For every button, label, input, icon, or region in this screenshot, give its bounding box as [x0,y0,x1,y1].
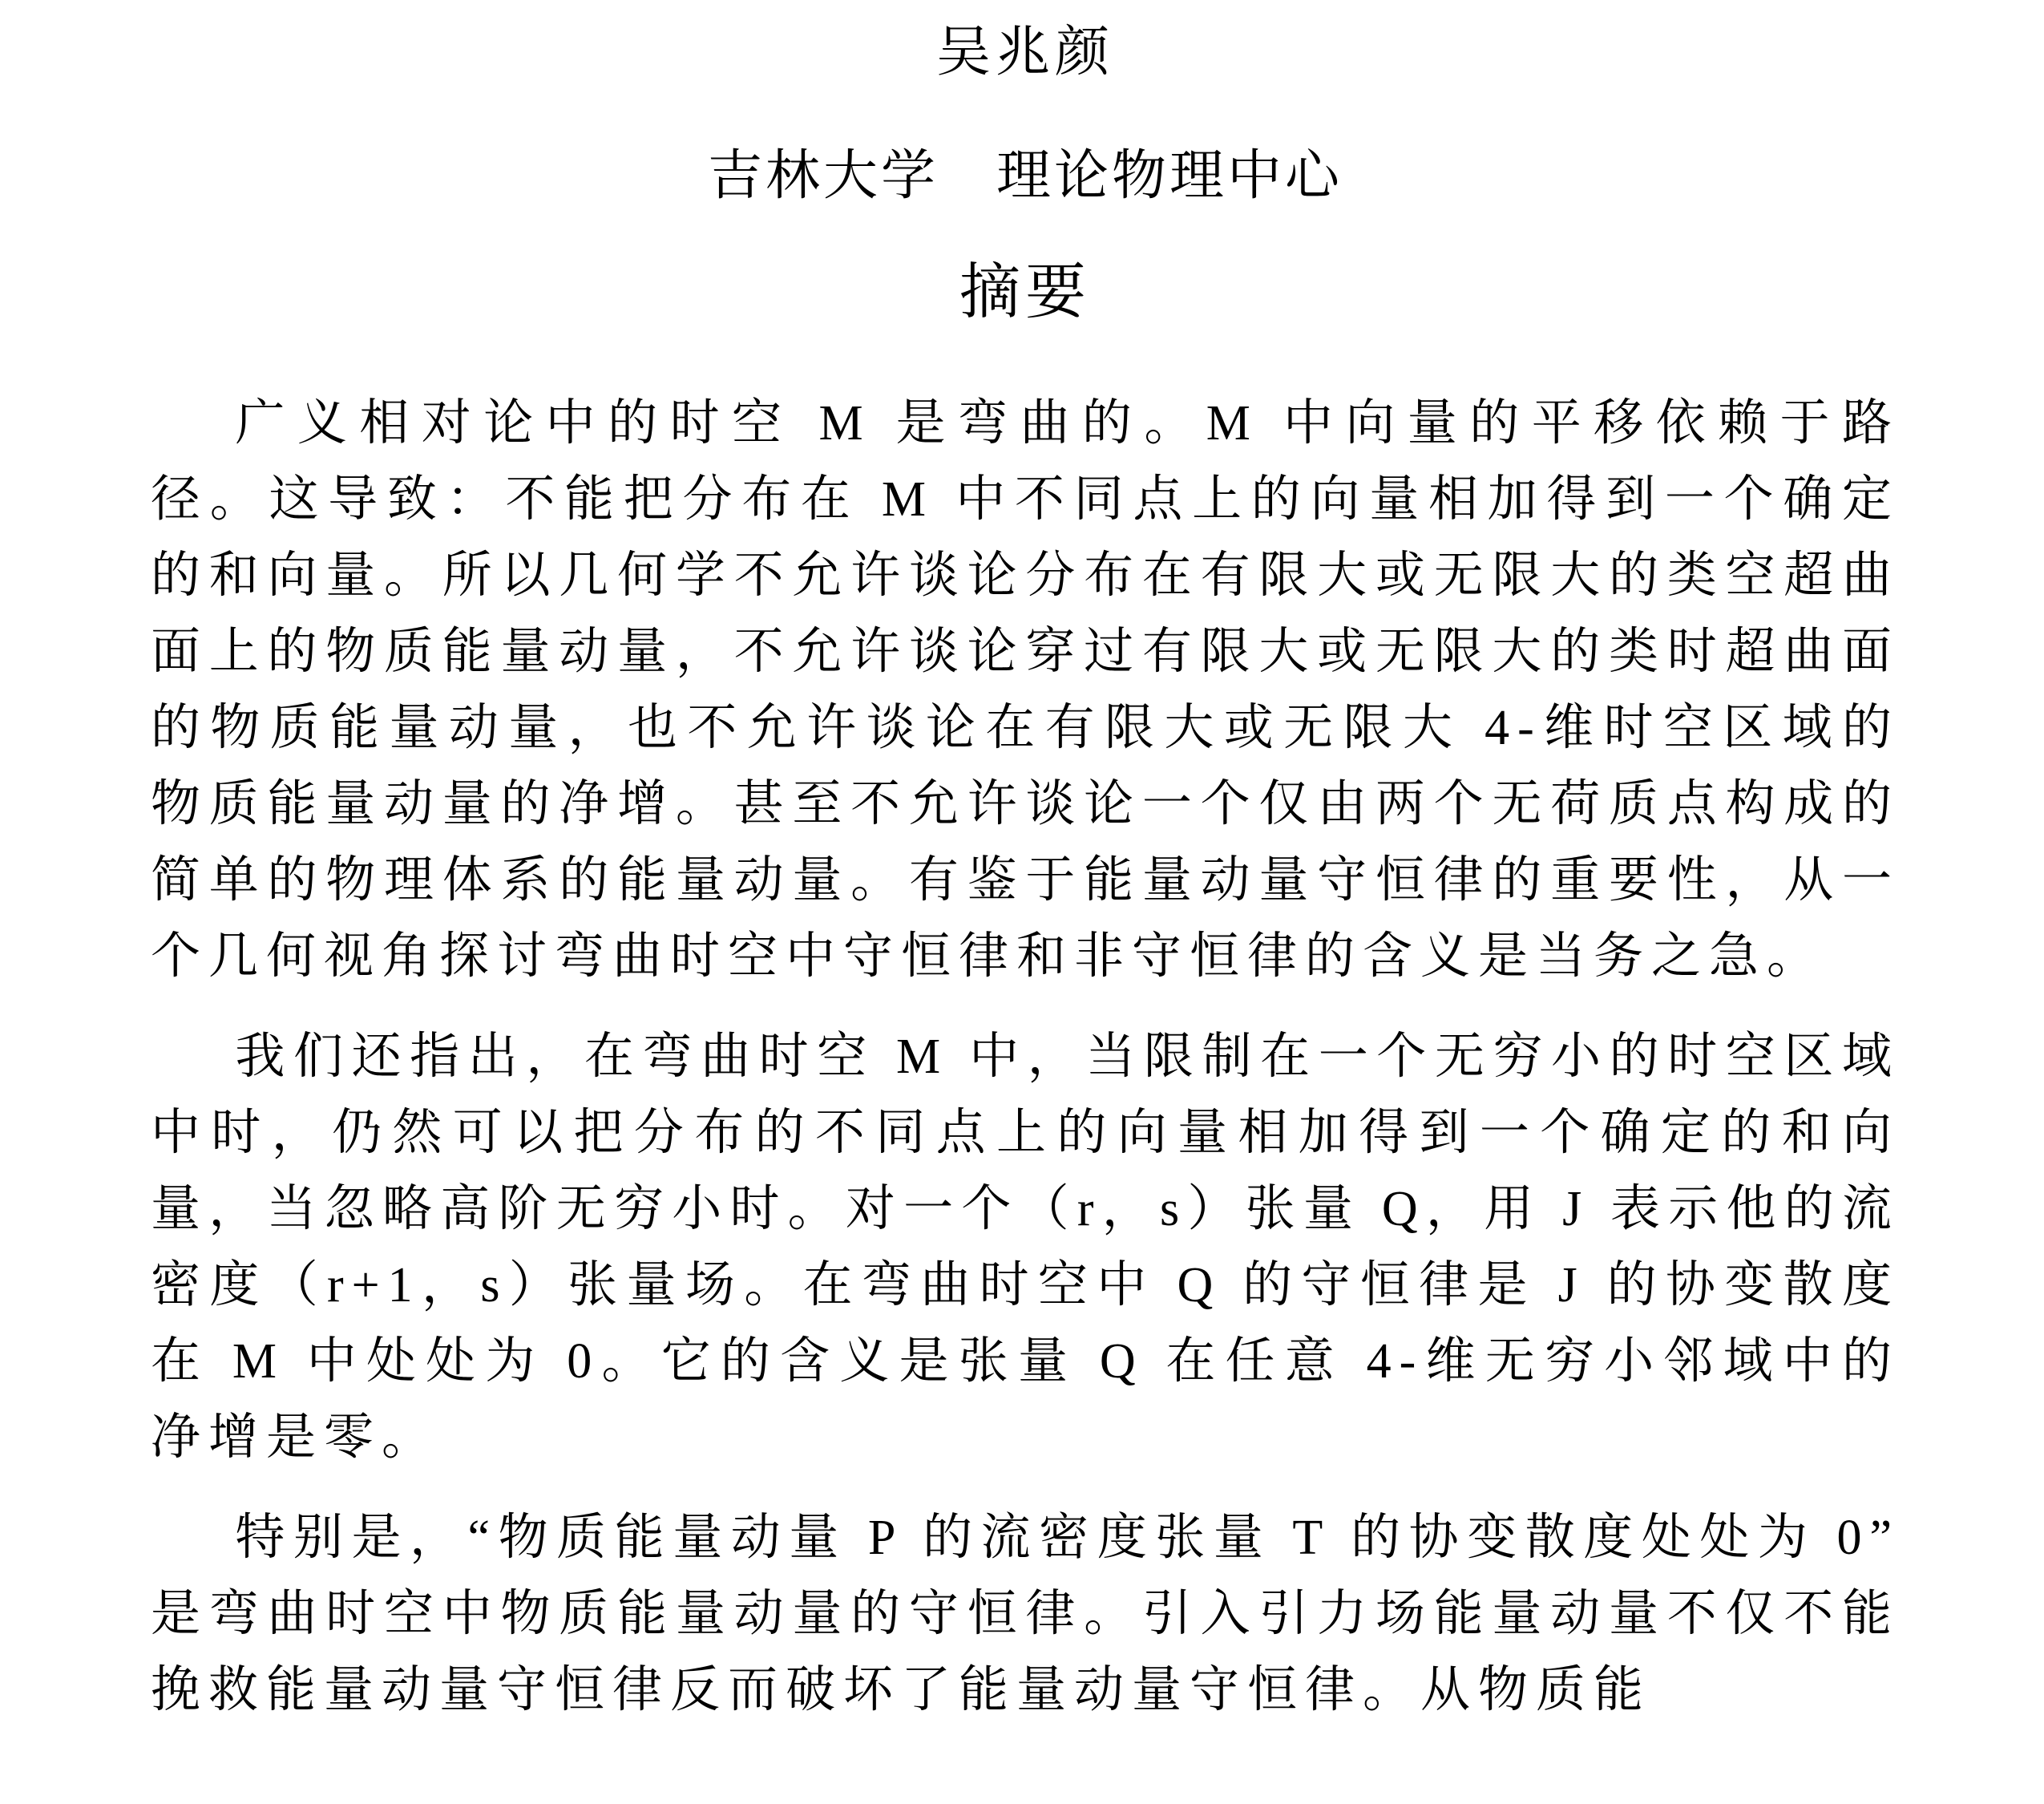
abstract-paragraph-3: 特别是，“物质能量动量 P 的流密度张量 T 的协变散度处处为 0” 是弯曲时空中物质能量动量的守恒律。引入引力场能量动量不仅不能挽救能量动量守恒律反而破坏了能量动量守恒律。从物质能 [151,1511,1900,1717]
affiliation: 吉林大学 理论物理中心 [707,145,1343,206]
abstract-paragraph-2: 我们还指出，在弯曲时空 M 中，当限制在一个无穷小的时空区域中时，仍然可以把分布的不同点上的向量相加得到一个确定的和向量，当忽略高阶无穷小时。对一个（r，s）张量 Q，用 J 表示他的流密度（r+1，s）张量场。在弯曲时空中 Q 的守恒律是 J 的协变散度在 M 中处处为 0。它的含义是张量 Q 在任意 4-维无穷小邻域中的净增是零。 [151,1029,1900,1465]
abstract-heading: 摘要 [959,259,1091,326]
abstract-body [151,386,1900,1729]
abstract-paragraph-1: 广义相对论中的时空 M 是弯曲的。M 中向量的平移依赖于路径。这导致：不能把分布在 M 中不同点上的向量相加得到一个确定的和向量。所以几何学不允许谈论分布在有限大或无限大的类空超曲面上的物质能量动量，不允许谈论穿过有限大或无限大的类时超曲面的物质能量动量，也不允许谈论在有限大或无限大 4-维时空区域的物质能量动量的净增。甚至不允许谈论一个仅由两个无荷质点构成的简单的物理体系的能量动量。有鉴于能量动量守恒律的重要性，从一个几何视角探讨弯曲时空中守恒律和非守恒律的含义是当务之急。 [151,396,1900,984]
author-name: 吴兆颜 [935,22,1114,83]
document-header [151,20,1900,328]
